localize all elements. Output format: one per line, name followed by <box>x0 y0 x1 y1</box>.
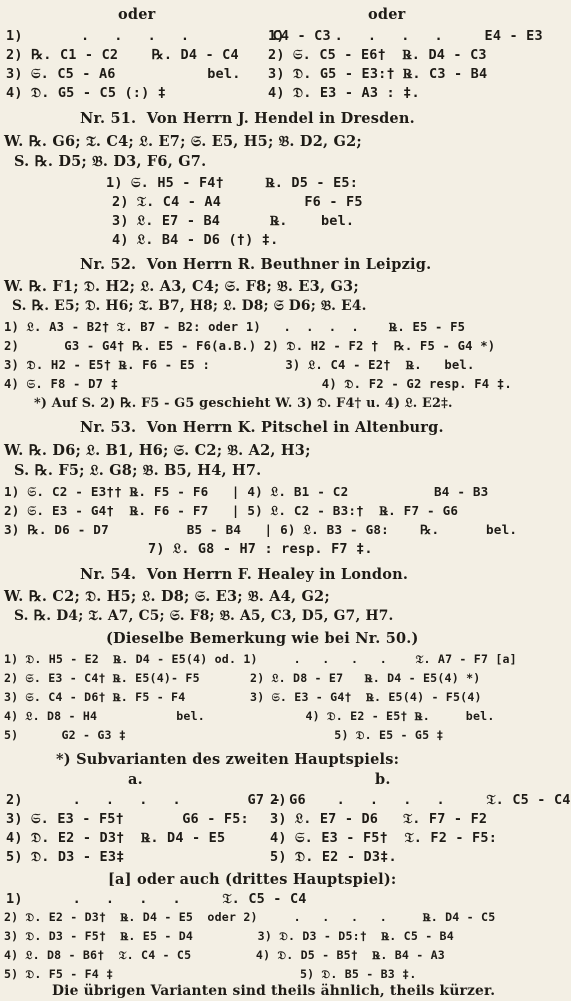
top-right-move-1: 1) . . . . E4 - E3 <box>268 28 543 44</box>
problem-54-remark: (Dieselbe Bemerkung wie bei Nr. 50.) <box>106 630 419 647</box>
problem-51-white: W. ℞. G6; 𝔗. C4; 𝔏. E7; 𝔖. E5, H5; 𝔅. D2, G2; <box>4 133 362 150</box>
problem-53-move-3: 3) ℞. D6 - D7 B5 - B4 | 6) 𝔏. B3 - G8: ℞. bel. <box>4 522 518 537</box>
oder-right: oder <box>368 6 406 23</box>
top-right-move-4: 4) 𝔇. E3 - A3 : ‡. <box>268 85 420 101</box>
third-line-move-2: 2) 𝔇. E2 - D3† ℞. D4 - E5 oder 2) . . . . ℞. D4 - C5 <box>4 910 496 924</box>
problem-52-title: Nr. 52. Von Herrn R. Beuthner in Leipzig. <box>80 256 432 273</box>
top-right-move-2: 2) 𝔖. C5 - E6† ℞. D4 - C3 <box>268 47 487 63</box>
closing-line: Die übrigen Varianten sind theils ähnlich, theils kürzer. <box>52 983 496 999</box>
subvariant-b-label: b. <box>375 771 391 788</box>
problem-51-move-4: 4) 𝔏. B4 - D6 (†) ‡. <box>112 232 279 248</box>
problem-54-move-2: 2) 𝔖. E3 - C4† ℞. E5(4)- F5 2) 𝔏. D8 - E7 ℞. D4 - E5(4) *) <box>4 671 481 685</box>
problem-53-white: W. ℞. D6; 𝔏. B1, H6; 𝔖. C2; 𝔅. A2, H3; <box>4 442 311 459</box>
subvariant-b-move-4: 4) 𝔖. E3 - F5† 𝔗. F2 - F5: <box>270 830 498 846</box>
oder-left: oder <box>118 6 156 23</box>
problem-52-footnote: *) Auf S. 2) ℞. F5 - G5 geschieht W. 3) 𝔇. F4† u. 4) 𝔏. E2‡. <box>34 396 453 411</box>
problem-54-move-3: 3) 𝔖. C4 - D6† ℞. F5 - F4 3) 𝔖. E3 - G4† ℞. E5(4) - F5(4) <box>4 690 482 704</box>
subvariant-b-move-3: 3) 𝔏. E7 - D6 𝔗. F7 - F2 <box>270 811 488 827</box>
problem-54-white: W. ℞. C2; 𝔇. H5; 𝔏. D8; 𝔖. E3; 𝔅. A4, G2; <box>4 588 330 605</box>
problem-51-title: Nr. 51. Von Herrn J. Hendel in Dresden. <box>80 110 415 127</box>
problem-53-move-1: 1) 𝔖. C2 - E3†† ℞. F5 - F6 | 4) 𝔏. B1 - C2 B4 - B3 <box>4 484 489 499</box>
problem-54-black: S. ℞. D4; 𝔗. A7, C5; 𝔖. F8; 𝔅. A5, C3, D5, G7, H7. <box>14 608 394 624</box>
third-line-move-5: 5) 𝔇. F5 - F4 ‡ 5) 𝔇. B5 - B3 ‡. <box>4 967 417 981</box>
subvariant-a-move-4: 4) 𝔇. E2 - D3† ℞. D4 - E5 <box>6 830 226 846</box>
problem-51-move-1: 1) 𝔖. H5 - F4† ℞. D5 - E5: <box>106 175 359 191</box>
third-line-move-4: 4) 𝔏. D8 - B6† 𝔗. C4 - C5 4) 𝔇. D5 - B5† ℞. B4 - A3 <box>4 948 445 962</box>
third-line-move-1: 1) . . . . 𝔗. C5 - C4 <box>6 891 307 907</box>
problem-52-white: W. ℞. F1; 𝔇. H2; 𝔏. A3, C4; 𝔖. F8; 𝔅. E3, G3; <box>4 278 359 295</box>
problem-54-move-1: 1) 𝔇. H5 - E2 ℞. D4 - E5(4) od. 1) . . . . 𝔗. A7 - F7 [a] <box>4 652 517 666</box>
subvariant-a-move-2: 2) . . . . G7 - G6 <box>6 792 306 808</box>
subvariant-a-label: a. <box>128 771 143 788</box>
problem-51-move-3: 3) 𝔏. E7 - B4 ℞. bel. <box>112 213 355 229</box>
subvariant-b-move-2: 2) . . . . 𝔗. C5 - C4 <box>270 792 571 808</box>
subvariants-heading: *) Subvarianten des zweiten Hauptspiels: <box>56 751 400 768</box>
third-line-move-3: 3) 𝔇. D3 - F5† ℞. E5 - D4 3) 𝔇. D3 - D5:† ℞. C5 - B4 <box>4 929 454 943</box>
problem-52-move-2: 2) G3 - G4† ℞. E5 - F6(a.B.) 2) 𝔇. H2 - F2 † ℞. F5 - G4 *) <box>4 339 496 353</box>
problem-54-move-5: 5) G2 - G3 ‡ 5) 𝔇. E5 - G5 ‡ <box>4 728 444 742</box>
problem-53-black: S. ℞. F5; 𝔏. G8; 𝔅. B5, H4, H7. <box>14 462 262 479</box>
third-main-line-heading: [a] oder auch (drittes Hauptspiel): <box>108 871 397 888</box>
subvariant-b-move-5: 5) 𝔇. E2 - D3‡. <box>270 849 397 865</box>
top-left-move-3: 3) 𝔖. C5 - A6 bel. <box>6 66 241 82</box>
top-left-move-4: 4) 𝔇. G5 - C5 (:) ‡ <box>6 85 167 101</box>
problem-53-move-7: 7) 𝔏. G8 - H7 : resp. F7 ‡. <box>148 541 373 557</box>
subvariant-a-move-5: 5) 𝔇. D3 - E3‡ <box>6 849 125 865</box>
top-left-move-2: 2) ℞. C1 - C2 ℞. D4 - C4 <box>6 47 239 63</box>
problem-52-black: S. ℞. E5; 𝔇. H6; 𝔗. B7, H8; 𝔏. D8; 𝔖 D6; 𝔅. E4. <box>12 298 367 314</box>
problem-51-move-2: 2) 𝔗. C4 - A4 F6 - F5 <box>112 194 363 210</box>
problem-53-move-2: 2) 𝔖. E3 - G4† ℞. F6 - F7 | 5) 𝔏. C2 - B3:† ℞. F7 - G6 <box>4 503 459 518</box>
problem-54-move-4: 4) 𝔏. D8 - H4 bel. 4) 𝔇. E2 - E5† ℞. bel. <box>4 709 495 723</box>
problem-52-move-3: 3) 𝔇. H2 - E5† ℞. F6 - E5 : 3) 𝔏. C4 - E2† ℞. bel. <box>4 358 475 372</box>
problem-52-move-4: 4) 𝔖. F8 - D7 ‡ 4) 𝔇. F2 - G2 resp. F4 ‡. <box>4 377 512 391</box>
top-left-move-1: 1) . . . . C4 - C3 <box>6 28 331 44</box>
problem-51-black: S. ℞. D5; 𝔅. D3, F6, G7. <box>14 153 207 170</box>
problem-54-title: Nr. 54. Von Herrn F. Healey in London. <box>80 566 409 583</box>
problem-53-title: Nr. 53. Von Herrn K. Pitschel in Altenburg. <box>80 419 444 436</box>
top-right-move-3: 3) 𝔇. G5 - E3:† ℞. C3 - B4 <box>268 66 488 82</box>
problem-52-move-1: 1) 𝔏. A3 - B2† 𝔗. B7 - B2: oder 1) . . . . ℞. E5 - F5 <box>4 320 466 334</box>
subvariant-a-move-3: 3) 𝔖. E3 - F5† G6 - F5: <box>6 811 249 827</box>
